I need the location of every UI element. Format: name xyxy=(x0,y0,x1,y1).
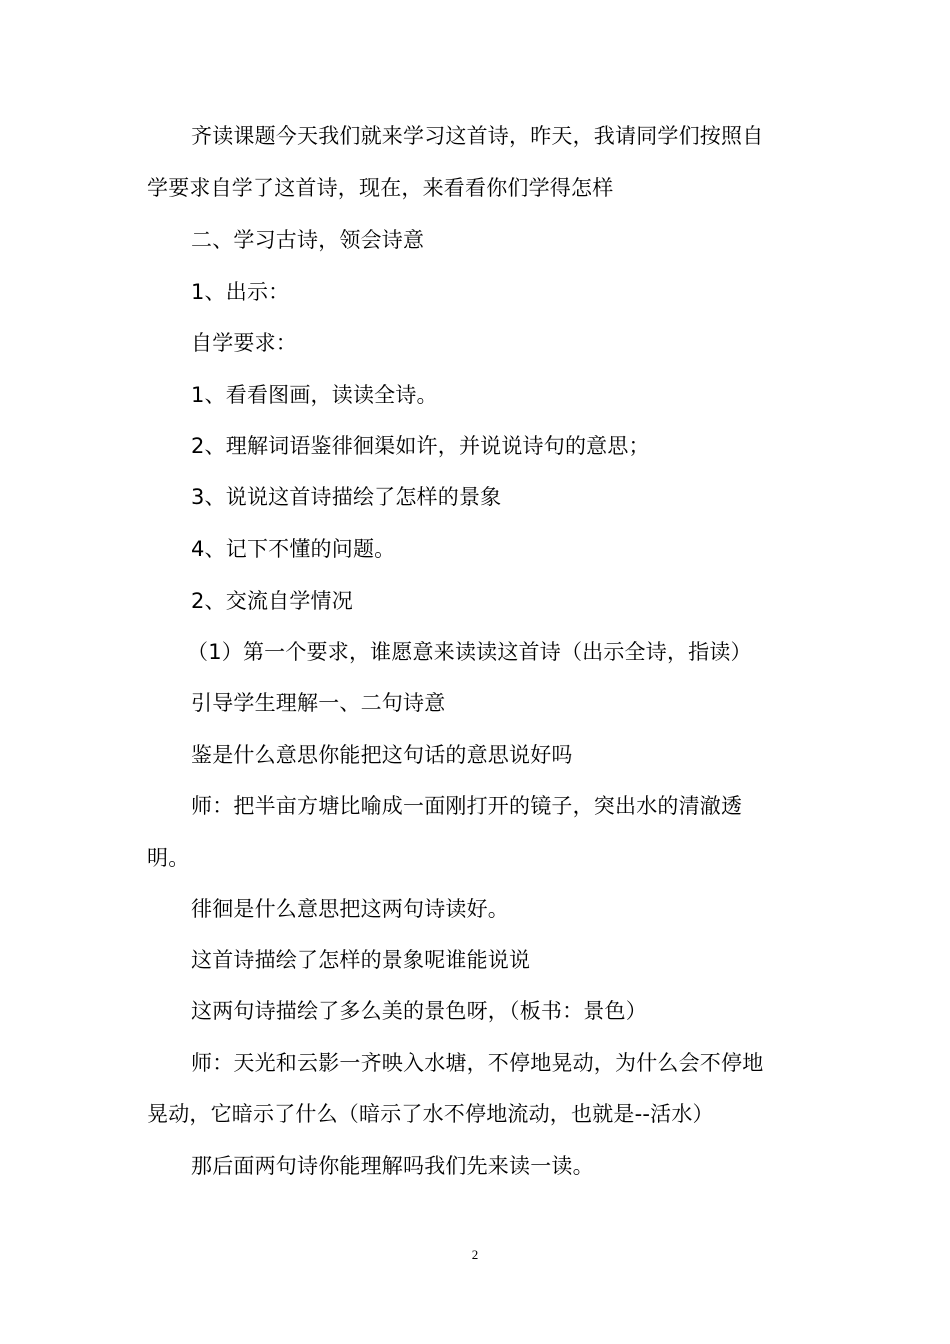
text-line: 齐读课题今天我们就来学习这首诗，昨天，我请同学们按照自 xyxy=(191,124,764,148)
text-line: 那后面两句诗你能理解吗我们先来读一读。 xyxy=(191,1154,594,1178)
text-line: 自学要求： xyxy=(191,331,297,355)
page-number: 2 xyxy=(471,1247,479,1262)
list-item: 2、理解词语鉴徘徊渠如许，并说说诗句的意思； xyxy=(191,434,650,458)
text-line: 徘徊是什么意思把这两句诗读好。 xyxy=(191,897,509,921)
text-line: 师：把半亩方塘比喻成一面刚打开的镜子，突出水的清澈透 xyxy=(191,794,743,818)
list-item: 3、说说这首诗描绘了怎样的景象 xyxy=(191,485,502,509)
text-line: 引导学生理解一、二句诗意 xyxy=(191,691,446,715)
text-line: 晃动，它暗示了什么（暗示了水不停地流动，也就是--活水） xyxy=(147,1102,714,1126)
list-item: 4、记下不懂的问题。 xyxy=(191,537,396,561)
text-line: 明。 xyxy=(147,846,190,870)
section-heading: 二、学习古诗，领会诗意 xyxy=(191,228,425,252)
text-line: 这两句诗描绘了多么美的景色呀，（板书：景色） xyxy=(191,999,647,1023)
text-line: 师：天光和云影一齐映入水塘，不停地晃动，为什么会不停地 xyxy=(191,1051,764,1075)
text-line: 2、交流自学情况 xyxy=(191,589,353,613)
list-item: 1、看看图画，读读全诗。 xyxy=(191,383,438,407)
text-line: 鉴是什么意思你能把这句话的意思说好吗 xyxy=(191,743,573,767)
text-line: 这首诗描绘了怎样的景象呢谁能说说 xyxy=(191,948,531,972)
text-line: 1、出示： xyxy=(191,280,290,304)
text-line: （1）第一个要求，谁愿意来读读这首诗（出示全诗，指读） xyxy=(187,640,752,664)
text-line: 学要求自学了这首诗，现在，来看看你们学得怎样 xyxy=(147,176,614,200)
